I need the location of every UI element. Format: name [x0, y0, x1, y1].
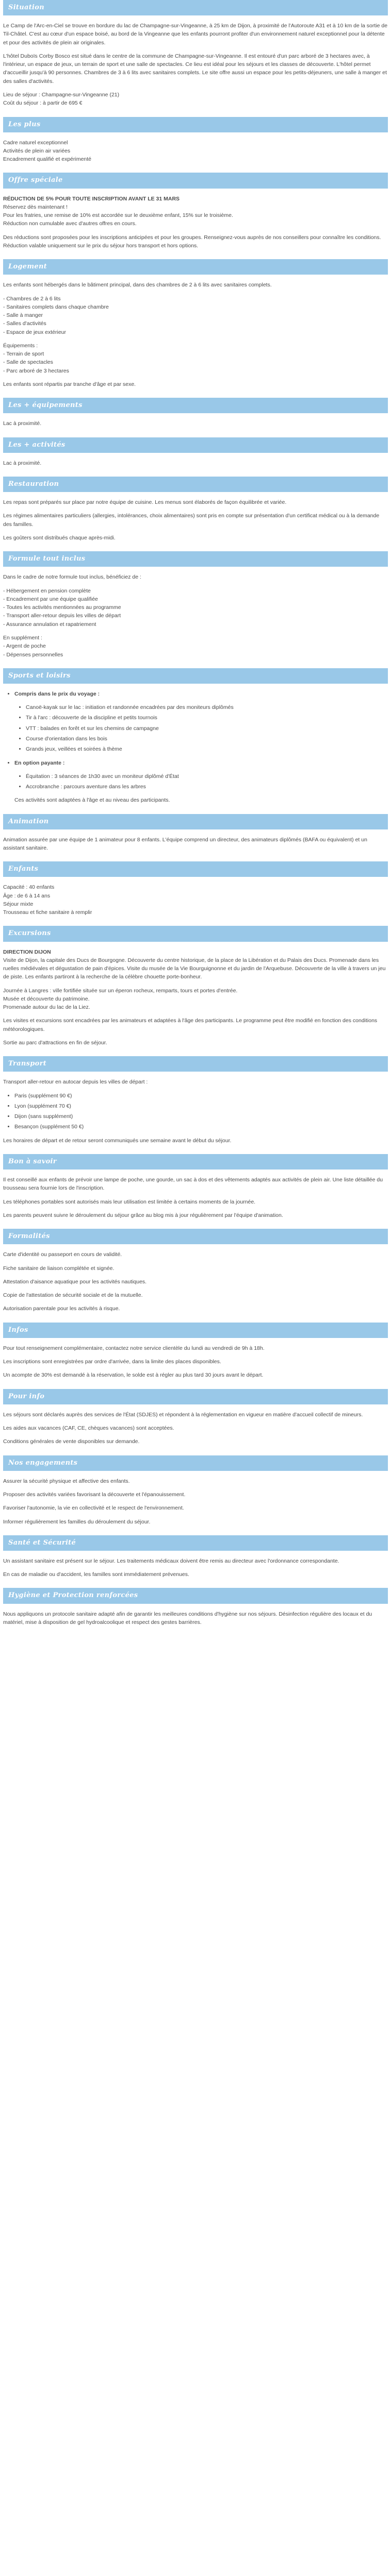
sports-closing: Ces activités sont adaptées à l'âge et au niveau des participants. [14, 797, 170, 804]
engagements-paragraph: Assurer la sécurité physique et affective des enfants. [3, 1478, 130, 1484]
animation-text: Animation assurée par une équipe de 1 animateur pour 8 enfants. L'équipe comprend un directeur, des animateurs diplômés (BAFA ou équivalent) et un assistant sanitaire. [3, 836, 367, 852]
section-pour-info [0, 1389, 391, 1446]
formalites-paragraph: Fiche sanitaire de liaison complétée et signée. [3, 1265, 115, 1272]
sports-list [3, 703, 388, 753]
infos-paragraph: Pour tout renseignement complémentaire, contactez notre service clientèle du lundi au vendredi de 9h à 18h. [3, 1345, 265, 1351]
section-title-lieu: Les plus [3, 117, 388, 132]
sports-option-item: • Accrobranche : parcours aventure dans les arbres [26, 783, 388, 791]
section-title-sports: Sports et loisirs [3, 668, 388, 684]
situation-paragraph: Le Camp de l'Arc-en-Ciel se trouve en bordure du lac de Champagne-sur-Vingeanne, à 25 km de Dijon, à proximité de l'Autoroute A31 et à 10 km de la sortie de Til-Châtel. C'est au cœur d'un espace boisé, au bord de la Vingeanne que les enfants pourront profiter d'un environnement naturel exceptionnel pour la détente et pour des activités de plein air originales. [3, 23, 388, 46]
sports-option-title: • En option payante : [14, 759, 388, 767]
excursions-paragraph: Sortie au parc d'attractions en fin de séjour. [3, 1040, 107, 1046]
section-engagements [0, 1455, 391, 1526]
section-lieu [0, 117, 391, 164]
logement-item: - Sanitaires complets dans chaque chambre [3, 303, 109, 310]
restauration-paragraph: Les régimes alimentaires particuliers (allergies, intolérances, choix alimentaires) sont pris en compte sur présentation d'un certificat médical ou à la demande des familles. [3, 513, 380, 528]
section-bon-savoir [0, 1154, 391, 1219]
sports-lead-list [3, 690, 388, 698]
offre-headline: RÉDUCTION DE 5% POUR TOUTE INSCRIPTION AVANT LE 31 MARS [3, 195, 180, 202]
logement-equipment-title: Équipements : [3, 342, 38, 349]
logement-equipment: - Parc arboré de 3 hectares [3, 367, 69, 374]
section-title-hygiene: Hygiène et Protection renforcées [3, 1588, 388, 1603]
engagements-paragraph: Favoriser l'autonomie, la vie en collectivité et le respect de l'environnement. [3, 1505, 184, 1512]
formule-item: - Transport aller-retour depuis les villes de départ [3, 613, 121, 619]
section-title-transport: Transport [3, 1056, 388, 1072]
section-title-animation: Animation [3, 814, 388, 829]
excursions-heading: DIRECTION DIJON [3, 948, 51, 955]
section-title-bon-savoir: Bon à savoir [3, 1154, 388, 1170]
sports-item: • Grands jeux, veillées et soirées à thème [26, 745, 388, 753]
offre-line: Réduction non cumulable avec d'autres offres en cours. [3, 221, 137, 227]
transport-note: Les horaires de départ et de retour seront communiqués une semaine avant le début du séjour. [3, 1137, 232, 1144]
excursions-paragraph: Journée à Langres : ville fortifiée située sur un éperon rocheux, remparts, tours et portes d'entrée. [3, 987, 238, 994]
sports-option-items [3, 772, 388, 791]
equipements-text: Lac à proximité. [3, 420, 42, 427]
section-infos [0, 1323, 391, 1380]
enfants-line: Âge : de 6 à 14 ans [3, 892, 51, 899]
formule-item: - Hébergement en pension complète [3, 587, 91, 594]
formule-item: - Encadrement par une équipe qualifiée [3, 596, 98, 602]
logement-item: - Chambres de 2 à 6 lits [3, 295, 61, 302]
engagements-paragraph: Proposer des activités variées favorisant la découverte et l'épanouissement. [3, 1491, 186, 1498]
section-formalites [0, 1229, 391, 1313]
excursions-paragraph: Musée et découverte du patrimoine. [3, 995, 90, 1002]
transport-list [3, 1092, 388, 1131]
transport-item: • Lyon (supplément 70 €) [14, 1102, 388, 1110]
section-title-logement: Logement [3, 259, 388, 275]
logement-intro: Les enfants sont hébergés dans le bâtiment principal, dans des chambres de 2 à 6 lits avec sanitaires complets. [3, 282, 272, 289]
section-offre [0, 173, 391, 250]
infos-paragraph: Un acompte de 30% est demandé à la réservation, le solde est à régler au plus tard 30 jours avant le départ. [3, 1372, 264, 1379]
enfants-line: Capacité : 40 enfants [3, 884, 55, 891]
restauration-paragraph: Les goûters sont distribués chaque après-midi. [3, 535, 116, 541]
sports-item: • Canoë-kayak sur le lac : initiation et randonnée encadrées par des moniteurs diplômés [26, 703, 388, 711]
formule-intro: Dans le cadre de notre formule tout inclus, bénéficiez de : [3, 574, 141, 581]
sports-option-item: • Équitation : 3 séances de 1h30 avec un moniteur diplômé d'État [26, 772, 388, 781]
offre-line: Réservez dès maintenant ! [3, 204, 68, 210]
section-activites [0, 437, 391, 467]
sports-item: • Course d'orientation dans les bois [26, 735, 388, 743]
transport-item: • Paris (supplément 90 €) [14, 1092, 388, 1100]
sports-option-list [3, 759, 388, 767]
formule-item: - Toutes les activités mentionnées au programme [3, 604, 121, 611]
pour-info-paragraph: Conditions générales de vente disponibles sur demande. [3, 1438, 140, 1445]
situation-price: Coût du séjour : à partir de 695 € [3, 100, 83, 107]
enfants-line: Séjour mixte [3, 901, 34, 907]
section-title-enfants: Enfants [3, 861, 388, 877]
transport-item: • Besançon (supplément 50 €) [14, 1123, 388, 1131]
excursions-paragraph: Les visites et excursions sont encadrées par les animateurs et adaptées à l'âge des participants. Le programme peut être modifié en fonction des conditions météorologiques. [3, 1018, 378, 1032]
section-sante [0, 1535, 391, 1579]
logement-item: - Salle à manger [3, 312, 43, 319]
situation-paragraph: L'hôtel Duboïs Corby Bosco est situé dans le centre de la commune de Champagne-sur-Vingeanne. Il est entouré d'un parc arboré de 3 hectares avec, à l'intérieur, un espace de jeux, un terrain de sport et une salle de spectacles. Ce lieu est idéal pour les séjours et les classes de découverte. L'hôtel permet d'accueillir jusqu'à 90 personnes. Chambres de 3 à 6 lits avec sanitaires complets. Le site offre aussi un espace pour les petits-déjeuners, une salle à manger et des salles d'activités. [3, 53, 387, 84]
formule-options-title: En supplément : [3, 635, 42, 641]
sports-item: • Tir à l'arc : découverte de la discipline et petits tournois [26, 714, 388, 722]
formalites-paragraph: Attestation d'aisance aquatique pour les activités nautiques. [3, 1278, 147, 1285]
section-sports [0, 668, 391, 805]
infos-paragraph: Les inscriptions sont enregistrées par ordre d'arrivée, dans la limite des places disponibles. [3, 1359, 221, 1365]
offre-line: Pour les fratries, une remise de 10% est accordée sur le deuxième enfant, 15% sur le troisième. [3, 212, 233, 219]
section-title-infos: Infos [3, 1323, 388, 1338]
pour-info-paragraph: Les aides aux vacances (CAF, CE, chèques vacances) sont acceptées. [3, 1425, 174, 1432]
lieu-line: Activités de plein air variées [3, 147, 71, 154]
section-title-formalites: Formalités [3, 1229, 388, 1244]
pour-info-paragraph: Les séjours sont déclarés auprès des services de l'État (SDJES) et répondent à la réglementation en vigueur en matière d'accueil collectif de mineurs. [3, 1411, 363, 1418]
logement-item: - Espace de jeux extérieur [3, 329, 66, 335]
section-situation [0, 0, 391, 108]
activites-text: Lac à proximité. [3, 460, 42, 466]
logement-equipment: - Terrain de sport [3, 351, 44, 358]
section-title-equipements: Les + équipements [3, 398, 388, 413]
bon-savoir-paragraph: Il est conseillé aux enfants de prévoir une lampe de poche, une gourde, un sac à dos et des vêtements adaptés aux activités de plein air. Une liste détaillée du trousseau sera fournie lors de l'inscription. [3, 1177, 383, 1192]
section-title-excursions: Excursions [3, 926, 388, 941]
situation-place: Lieu de séjour : Champagne-sur-Vingeanne (21) [3, 92, 120, 98]
bon-savoir-paragraph: Les parents peuvent suivre le déroulement du séjour grâce au blog mis à jour régulièrement par l'équipe d'animation. [3, 1212, 283, 1218]
sante-paragraph: En cas de maladie ou d'accident, les familles sont immédiatement prévenues. [3, 1571, 189, 1578]
restauration-paragraph: Les repas sont préparés sur place par notre équipe de cuisine. Les menus sont élaborés de façon équilibrée et variée. [3, 499, 287, 506]
section-formule [0, 551, 391, 659]
section-title-pour-info: Pour info [3, 1389, 388, 1404]
logement-item: - Salles d'activités [3, 320, 46, 327]
section-transport [0, 1056, 391, 1145]
lieu-line: Cadre naturel exceptionnel [3, 139, 68, 146]
formalites-paragraph: Copie de l'attestation de sécurité sociale et de la mutuelle. [3, 1292, 143, 1299]
transport-item: • Dijon (sans supplément) [14, 1112, 388, 1121]
hygiene-paragraph: Nous appliquons un protocole sanitaire adapté afin de garantir les meilleures conditions d'hygiène sur nos séjours. Désinfection régulière des locaux et du matériel, mise à disposition de gel hydroalcoolique et respect des gestes barrières. [3, 1611, 372, 1625]
section-title-offre: Offre spéciale [3, 173, 388, 188]
excursions-paragraph: Visite de Dijon, la capitale des Ducs de Bourgogne. Découverte du centre historique, de la place de la Libération et du Palais des Ducs. Promenade dans les ruelles médiévales et dégustation de pain d'épices. Visite du musée de la Vie Bourguignonne et du jardin de l'Arquebuse. Découverte de la ville à travers un jeu de piste. Les enfants partiront à la recherche de la célèbre chouette porte-bonheur. [3, 957, 386, 980]
formule-item: - Assurance annulation et rapatriement [3, 621, 96, 628]
section-animation [0, 814, 391, 853]
transport-intro: Transport aller-retour en autocar depuis les villes de départ : [3, 1079, 148, 1086]
formule-option: - Dépenses personnelles [3, 651, 63, 658]
section-title-situation: Situation [3, 0, 388, 15]
formalites-paragraph: Autorisation parentale pour les activités à risque. [3, 1306, 120, 1312]
excursions-paragraph: Promenade autour du lac de la Liez. [3, 1004, 90, 1011]
section-title-engagements: Nos engagements [3, 1455, 388, 1471]
section-equipements [0, 398, 391, 428]
section-logement [0, 259, 391, 388]
section-restauration [0, 477, 391, 542]
enfants-line: Trousseau et fiche sanitaire à remplir [3, 909, 92, 916]
section-enfants [0, 861, 391, 917]
offre-extra: Des réductions sont proposées pour les inscriptions anticipées et pour les groupes. Renseignez-vous auprès de nos conseillers pour connaître les conditions. Réduction valable uniquement sur le prix du séjour hors transport et hors options. [3, 234, 381, 249]
lieu-line: Encadrement qualifié et expérimenté [3, 156, 92, 163]
formalites-paragraph: Carte d'identité ou passeport en cours de validité. [3, 1251, 122, 1258]
logement-note: Les enfants sont répartis par tranche d'âge et par sexe. [3, 381, 136, 387]
section-title-restauration: Restauration [3, 477, 388, 492]
sante-paragraph: Un assistant sanitaire est présent sur le séjour. Les traitements médicaux doivent être remis au directeur avec l'ordonnance correspondante. [3, 1557, 339, 1564]
engagements-paragraph: Informer régulièrement les familles du déroulement du séjour. [3, 1518, 151, 1525]
bon-savoir-paragraph: Les téléphones portables sont autorisés mais leur utilisation est limitée à certains moments de la journée. [3, 1198, 256, 1205]
section-title-sante: Santé et Sécurité [3, 1535, 388, 1551]
section-hygiene [0, 1588, 391, 1626]
section-title-activites: Les + activités [3, 437, 388, 453]
formule-option: - Argent de poche [3, 643, 46, 650]
section-excursions [0, 926, 391, 1047]
sports-item: • VTT : balades en forêt et sur les chemins de campagne [26, 724, 388, 733]
logement-equipment: - Salle de spectacles [3, 359, 53, 366]
sports-lead: • Compris dans le prix du voyage : [14, 690, 388, 698]
section-title-formule: Formule tout inclus [3, 551, 388, 567]
